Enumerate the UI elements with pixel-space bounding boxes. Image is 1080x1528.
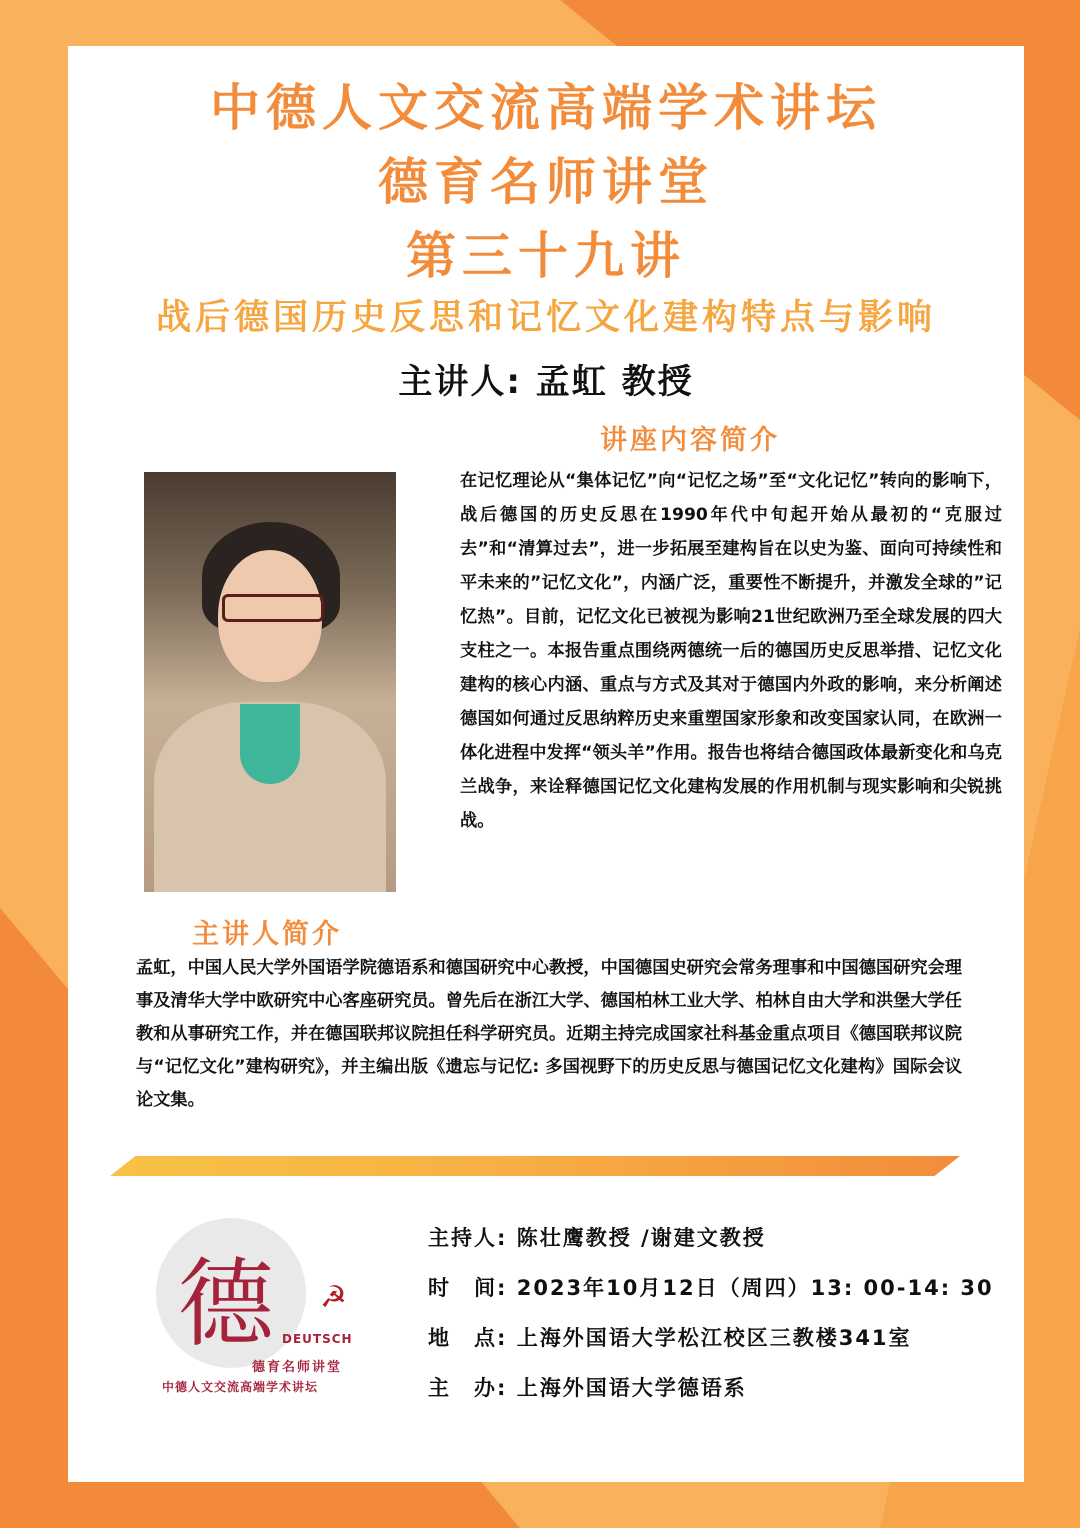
photo-glasses (222, 594, 324, 622)
title-lecture-number: 第三十九讲 (406, 227, 686, 285)
speaker-line: 主讲人: 孟虹 教授 (398, 362, 694, 402)
title-lecture-hall: 德育名师讲堂 (378, 153, 714, 211)
logo-line1: 德育名师讲堂 (252, 1360, 343, 1375)
divider-bar (110, 1156, 960, 1176)
photo-shirt (240, 704, 300, 784)
title-forum: 中德人文交流高端学术讲坛 (210, 79, 882, 137)
info-place: 地 点: 上海外国语大学松江校区三教楼341室 (428, 1326, 912, 1350)
bio-text: 孟虹，中国人民大学外国语学院德语系和德国研究中心教授，中国德国史研究会常务理事和中国德国研究会理事及清华大学中欧研究中心客座研究员。曾先后在浙江大学、德国柏林工业大学、柏林自由大学和洪堡大学任教和从事研究工作，并在德国联邦议院担任科学研究员。近期主持完成国家社科基金重点项目《德国联邦议院与“记忆文化”建构研究》，并主编出版《遗忘与记忆: 多国视野下的历史反思与德国记忆文化建构》国际会议论文集。 (136, 958, 962, 1110)
intro-heading: 讲座内容简介 (600, 425, 780, 456)
logo-deutsch: DEUTSCH (282, 1332, 353, 1346)
info-host: 主持人: 陈壮鹰教授 /谢建文教授 (428, 1226, 766, 1250)
logo-character: 德 (178, 1248, 274, 1360)
logo-line2: 中德人文交流高端学术讲坛 (162, 1380, 319, 1394)
lecture-topic: 战后德国历史反思和记忆文化建构特点与影响 (155, 298, 936, 338)
hammer-sickle-icon: ☭ (320, 1280, 347, 1315)
poster-card (68, 46, 1024, 1482)
divider-stripe (110, 1156, 960, 1176)
event-logo (152, 1218, 352, 1428)
info-organizer: 主 办: 上海外国语大学德语系 (428, 1376, 747, 1400)
intro-text: 在记忆理论从“集体记忆”向“记忆之场”至“文化记忆”转向的影响下，战后德国的历史反思在1990年代中旬起开始从最初的“克服过去”和“清算过去”，进一步拓展至建构旨在以史为鉴、面向可持续性和平未来的”记忆文化”，内涵广泛，重要性不断提升，并激发全球的”记忆热”。目前，记忆文化已被视为影响21世纪欧洲乃至全球发展的四大支柱之一。本报告重点围绕两德统一后的德国历史反思举措、记忆文化建构的核心内涵、重点与方式及其对于德国内外政的影响，来分析阐述德国如何通过反思纳粹历史来重塑国家形象和改变国家认同，在欧洲一体化进程中发挥“领头羊”作用。报告也将结合德国政体最新变化和乌克兰战争，来诠释德国记忆文化建构发展的作用机制与现实影响和尖锐挑战。 (460, 471, 1002, 831)
info-time: 时 间: 2023年10月12日（周四）13: 00-14: 30 (428, 1276, 994, 1300)
bio-heading: 主讲人简介 (192, 919, 342, 950)
speaker-photo (144, 472, 396, 892)
